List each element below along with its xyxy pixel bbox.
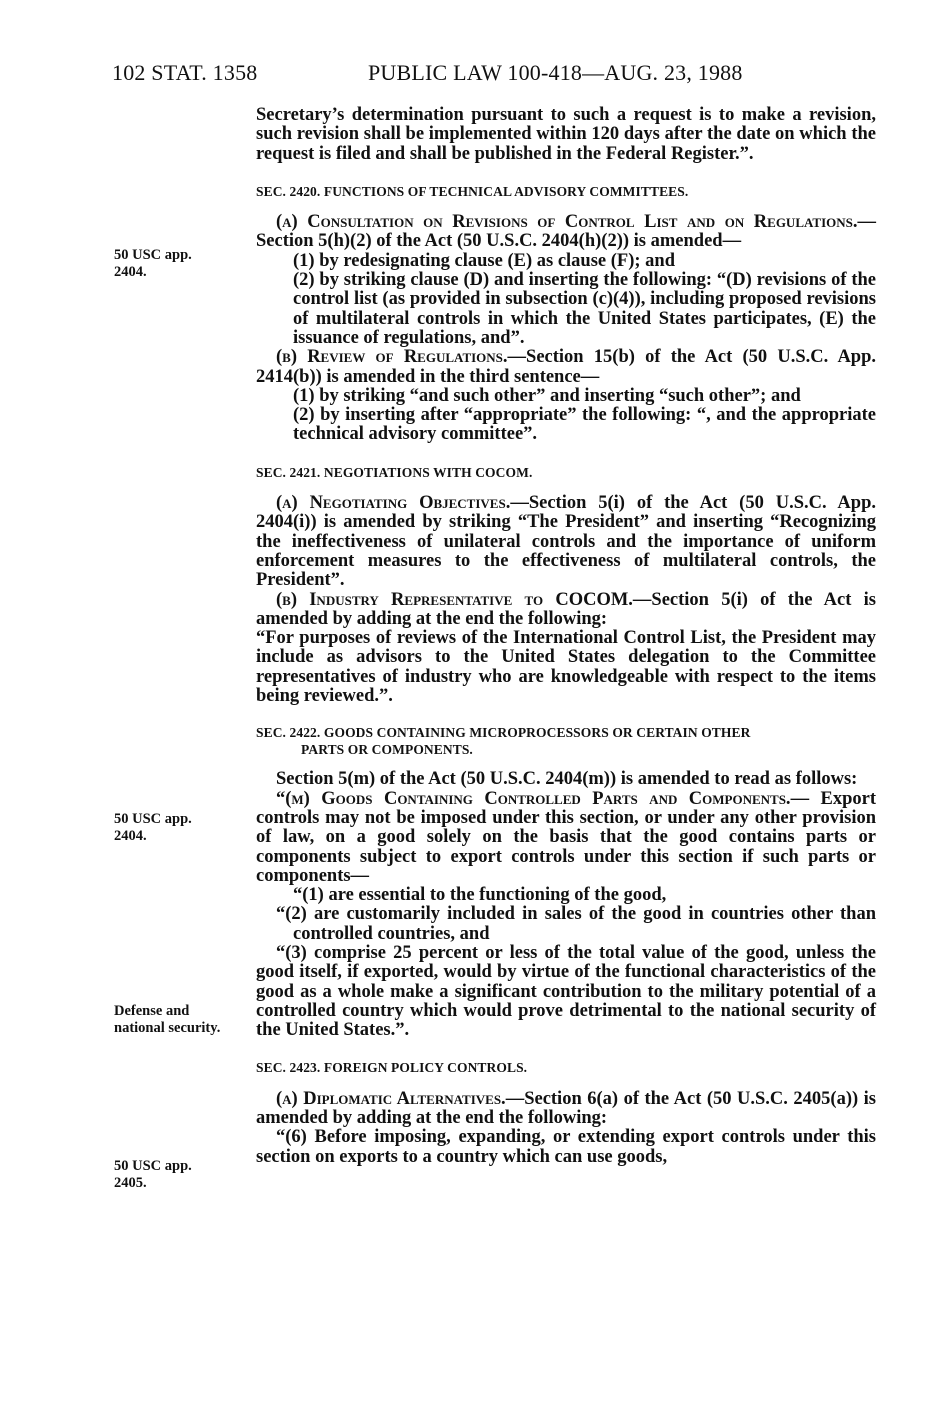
subsection-label: “(m) Goods Containing Controlled Parts and Components. xyxy=(276,788,791,809)
list-item: (2) by inserting after “appropriate” the following: “, and the appropriate technical advisory committee”. xyxy=(293,405,876,445)
subsection-label: (b) Review of Regulations. xyxy=(276,347,508,368)
section-heading: SEC. 2420. FUNCTIONS OF TECHNICAL ADVISORY COMMITTEES. xyxy=(256,183,689,199)
subsection-label-end: COCOM. xyxy=(555,589,633,610)
list-item: (2) by striking clause (D) and inserting the following: “(D) revisions of the control list (as provided in subsection (c)(4)), including proposed revisions of multilateral controls in which the United States participates, (E) the issuance of regulations, and”. xyxy=(293,270,876,348)
section-heading: SEC. 2421. NEGOTIATIONS WITH COCOM. xyxy=(256,464,533,480)
paragraph: Secretary’s determination pursuant to such a request is to make a revision, such revision shall be implemented within 120 days after the date on which the request is filed and shall be published in the Federal Register.”. xyxy=(256,105,876,164)
list-item: “(3) comprise 25 percent or less of the total value of the good, unless the good itself, if exported, would by virtue of the functional characteristics of the good as a whole make a significant contribution to the military potential of a controlled country which would prove detrimental to the national security of the United States.”. xyxy=(256,942,876,1041)
subsection-label: (a) Consultation on Revisions of Control List and on Regulations. xyxy=(276,212,858,233)
margin-note: 50 USC app. 2404. xyxy=(114,811,192,844)
subsection-label: (a) Diplomatic Alternatives. xyxy=(276,1088,506,1109)
list-item: “(2) are customarily included in sales of the good in countries other than controlled countries, and xyxy=(276,904,876,944)
paragraph: Section 5(m) of the Act (50 U.S.C. 2404(m)) is amended to read as follows: xyxy=(276,769,858,790)
list-item: (1) by striking “and such other” and inserting “such other”; and xyxy=(293,385,801,406)
quoted-text: “(6) Before imposing, expanding, or extending export controls under this section on exports to a country which can use goods, xyxy=(256,1127,876,1167)
document-body xyxy=(256,106,876,1167)
section-heading: SEC. 2422. GOODS CONTAINING MICROPROCESSORS OR CERTAIN OTHER PARTS OR COMPONENTS. xyxy=(256,725,751,758)
quoted-text: “For purposes of reviews of the International Control List, the President may include as advisors to the United States delegation to the Committee representatives of industry who are knowledgeable with respect to the items being reviewed.”. xyxy=(256,628,876,707)
margin-note: Defense and national security. xyxy=(114,1003,221,1036)
margin-note: 50 USC app. 2404. xyxy=(114,247,192,280)
page-number: 102 STAT. 1358 xyxy=(112,60,258,85)
subsection: (a) Negotiating Objectives.—Section 5(i) of the Act (50 U.S.C. App. 2404(i)) is amended by striking “The President” and inserting “Recognizing the ineffectiveness of unilateral controls and the importance of uniform enforcement measures to the effectiveness of multilateral controls, the President”. xyxy=(256,493,876,591)
subsection: “(m) Goods Containing Controlled Parts and Components.— Export controls may not be imposed under this section, or under any other provision of law, on a good solely on the basis that the good contains parts or components subject to export controls under this section if such parts or components— xyxy=(256,788,877,886)
subsection: (b) Review of Regulations.—Section 15(b) of the Act (50 U.S.C. App. 2414(b)) is amended in the third sentence— xyxy=(256,347,877,387)
law-title: PUBLIC LAW 100-418—AUG. 23, 1988 xyxy=(368,60,743,85)
subsection: (a) Diplomatic Alternatives.—Section 6(a) of the Act (50 U.S.C. 2405(a)) is amended by adding at the end the following: xyxy=(256,1088,876,1129)
list-item: (1) by redesignating clause (E) as clause (F); and xyxy=(293,250,675,271)
list-item: “(1) are essential to the functioning of the good, xyxy=(293,885,667,906)
subsection-label: (a) Negotiating Objectives. xyxy=(276,493,511,514)
subsection: (b) Industry Representative to COCOM.—Section 5(i) of the Act is amended by adding at the end the following: xyxy=(256,589,876,629)
margin-note: 50 USC app. 2405. xyxy=(114,1158,192,1191)
subsection: (a) Consultation on Revisions of Control List and on Regulations.—Section 5(h)(2) of the Act (50 U.S.C. 2404(h)(2)) is amended— xyxy=(256,212,876,252)
subsection-label: (b) Industry Representative to xyxy=(276,589,544,610)
section-heading: SEC. 2423. FOREIGN POLICY CONTROLS. xyxy=(256,1060,528,1076)
running-header xyxy=(112,60,743,86)
